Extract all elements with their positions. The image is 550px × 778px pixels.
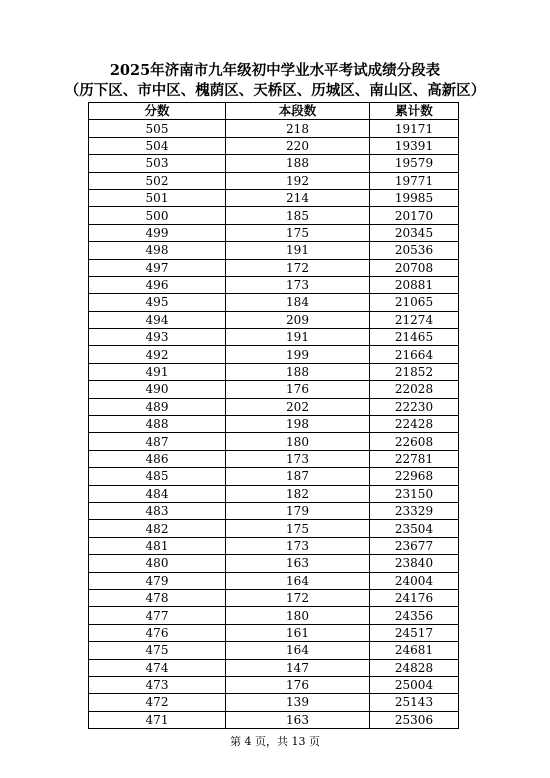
cell-segment-count: 184 [226,294,370,311]
table-row [89,676,459,693]
table-row [89,155,459,172]
cell-cumulative-count: 21465 [370,329,459,346]
cell-cumulative-count: 20536 [370,242,459,259]
table-row [89,642,459,659]
table-row [89,172,459,189]
table-row [89,433,459,450]
cell-cumulative-count: 21065 [370,294,459,311]
table-row [89,259,459,276]
table-row [89,555,459,572]
table-row [89,398,459,415]
cell-cumulative-count: 24004 [370,572,459,589]
table-row [89,607,459,624]
cell-cumulative-count: 20170 [370,207,459,224]
cell-cumulative-count: 20708 [370,259,459,276]
cell-cumulative-count: 19579 [370,155,459,172]
cell-segment-count: 164 [226,642,370,659]
cell-segment-count: 176 [226,676,370,693]
cell-cumulative-count: 23150 [370,485,459,502]
cell-cumulative-count: 25004 [370,676,459,693]
table-row [89,659,459,676]
header-cumulative-count: 累计数 [370,103,459,120]
cell-segment-count: 185 [226,207,370,224]
table-row [89,450,459,467]
table-row [89,537,459,554]
cell-segment-count: 164 [226,572,370,589]
table-row [89,329,459,346]
cell-score: 499 [89,224,226,241]
cell-cumulative-count: 19171 [370,120,459,137]
cell-cumulative-count: 19771 [370,172,459,189]
cell-cumulative-count: 21274 [370,311,459,328]
table-row [89,207,459,224]
cell-score: 480 [89,555,226,572]
cell-score: 486 [89,450,226,467]
cell-cumulative-count: 24176 [370,589,459,606]
cell-segment-count: 188 [226,155,370,172]
cell-segment-count: 198 [226,416,370,433]
cell-segment-count: 175 [226,520,370,537]
cell-segment-count: 199 [226,346,370,363]
cell-score: 490 [89,381,226,398]
cell-score: 474 [89,659,226,676]
cell-cumulative-count: 23677 [370,537,459,554]
cell-score: 500 [89,207,226,224]
table-row [89,242,459,259]
cell-cumulative-count: 24517 [370,624,459,641]
cell-cumulative-count: 21852 [370,363,459,380]
cell-segment-count: 180 [226,607,370,624]
table-row [89,711,459,728]
cell-score: 491 [89,363,226,380]
cell-cumulative-count: 22028 [370,381,459,398]
table-row [89,120,459,137]
cell-score: 493 [89,329,226,346]
cell-segment-count: 180 [226,433,370,450]
cell-score: 495 [89,294,226,311]
cell-segment-count: 188 [226,363,370,380]
cell-cumulative-count: 19391 [370,137,459,154]
table-header-row [89,103,459,120]
cell-segment-count: 218 [226,120,370,137]
cell-score: 494 [89,311,226,328]
cell-cumulative-count: 22608 [370,433,459,450]
table-row [89,589,459,606]
cell-segment-count: 139 [226,694,370,711]
cell-segment-count: 163 [226,711,370,728]
cell-cumulative-count: 20345 [370,224,459,241]
cell-segment-count: 173 [226,537,370,554]
cell-cumulative-count: 24356 [370,607,459,624]
cell-cumulative-count: 25143 [370,694,459,711]
table-row [89,276,459,293]
cell-score: 503 [89,155,226,172]
cell-score: 477 [89,607,226,624]
cell-segment-count: 173 [226,450,370,467]
cell-cumulative-count: 25306 [370,711,459,728]
cell-score: 505 [89,120,226,137]
table-row [89,311,459,328]
cell-score: 479 [89,572,226,589]
cell-segment-count: 163 [226,555,370,572]
cell-segment-count: 220 [226,137,370,154]
cell-segment-count: 161 [226,624,370,641]
cell-segment-count: 209 [226,311,370,328]
cell-score: 492 [89,346,226,363]
cell-score: 478 [89,589,226,606]
cell-cumulative-count: 23840 [370,555,459,572]
table-row [89,416,459,433]
document-title: 2025年济南市九年级初中学业水平考试成绩分段表 [109,62,441,79]
table-row [89,468,459,485]
cell-cumulative-count: 22968 [370,468,459,485]
page-footer: 第 4 页，共 13 页 [230,735,320,748]
cell-segment-count: 147 [226,659,370,676]
cell-segment-count: 191 [226,242,370,259]
cell-cumulative-count: 22230 [370,398,459,415]
cell-segment-count: 172 [226,259,370,276]
cell-segment-count: 187 [226,468,370,485]
table-row [89,189,459,206]
cell-score: 484 [89,485,226,502]
cell-score: 472 [89,694,226,711]
cell-score: 487 [89,433,226,450]
cell-score: 497 [89,259,226,276]
cell-segment-count: 172 [226,589,370,606]
cell-score: 481 [89,537,226,554]
cell-segment-count: 192 [226,172,370,189]
cell-score: 501 [89,189,226,206]
cell-score: 476 [89,624,226,641]
cell-score: 504 [89,137,226,154]
cell-segment-count: 179 [226,502,370,519]
cell-score: 489 [89,398,226,415]
cell-segment-count: 214 [226,189,370,206]
table-row [89,485,459,502]
table-row [89,502,459,519]
table-row [89,624,459,641]
score-distribution-table [88,102,459,729]
cell-score: 482 [89,520,226,537]
header-segment-count: 本段数 [226,103,370,120]
cell-segment-count: 176 [226,381,370,398]
cell-segment-count: 175 [226,224,370,241]
table-row [89,694,459,711]
cell-cumulative-count: 22781 [370,450,459,467]
cell-cumulative-count: 22428 [370,416,459,433]
table-row [89,381,459,398]
cell-score: 483 [89,502,226,519]
cell-score: 498 [89,242,226,259]
table-row [89,224,459,241]
cell-cumulative-count: 24681 [370,642,459,659]
table-row [89,572,459,589]
cell-cumulative-count: 23504 [370,520,459,537]
table-row [89,346,459,363]
cell-segment-count: 182 [226,485,370,502]
cell-score: 471 [89,711,226,728]
cell-segment-count: 202 [226,398,370,415]
cell-cumulative-count: 24828 [370,659,459,676]
cell-cumulative-count: 19985 [370,189,459,206]
cell-score: 485 [89,468,226,485]
cell-score: 475 [89,642,226,659]
cell-cumulative-count: 20881 [370,276,459,293]
cell-segment-count: 173 [226,276,370,293]
cell-score: 502 [89,172,226,189]
cell-score: 496 [89,276,226,293]
cell-segment-count: 191 [226,329,370,346]
header-score: 分数 [89,103,226,120]
table-row [89,520,459,537]
cell-cumulative-count: 23329 [370,502,459,519]
cell-cumulative-count: 21664 [370,346,459,363]
table-row [89,137,459,154]
cell-score: 473 [89,676,226,693]
cell-score: 488 [89,416,226,433]
table-row [89,363,459,380]
table-row [89,294,459,311]
document-subtitle: （历下区、市中区、槐荫区、天桥区、历城区、南山区、高新区） [64,82,486,99]
